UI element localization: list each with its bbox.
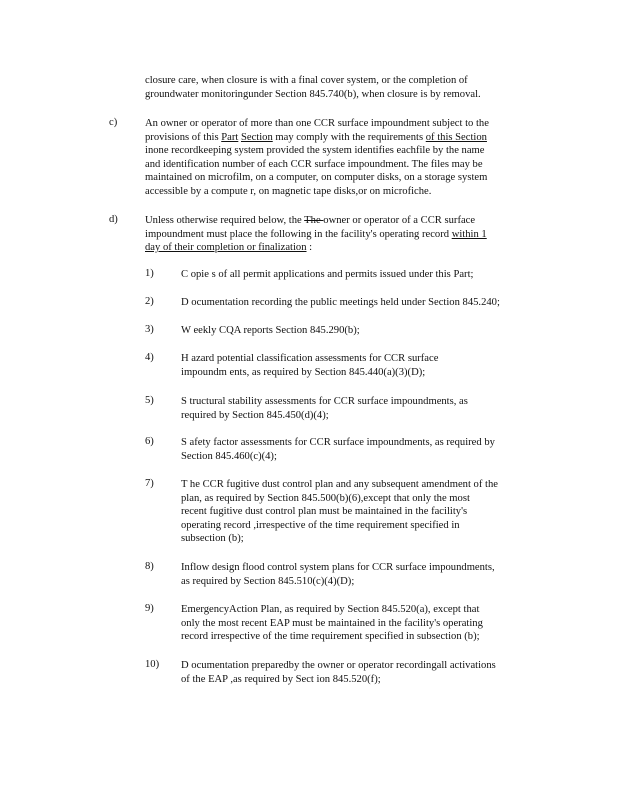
item-number: 7) [145,478,154,489]
text-line: groundwater monitoringunder Section 845.740(b), when closure is by removal. [145,88,481,100]
item-number: 10) [145,659,160,670]
text-line [145,241,537,255]
text-line: closure care, when closure is with a final cover system, or the completion of [145,75,468,86]
text-line: required by Section 845.450(d)(4); [181,409,329,421]
text-segment: impoundment must place the following in the facility's operating record [145,228,452,240]
text-line: W eekly CQA reports Section 845.290(b); [181,325,360,336]
text-line [145,214,537,228]
paragraph-d [145,214,537,255]
text-line: as required by Section 845.510(c)(4)(D); [181,575,355,587]
text-line: record irrespective of the time requirement specified in subsection (b); [181,631,480,642]
text-line: EmergencyAction Plan, as required by Section 845.520(a), except that [181,604,480,615]
inserted-text: day of their completion or finalization [145,242,307,253]
item-number: 6) [145,436,154,447]
text-line [145,131,537,145]
list-item [181,561,537,588]
text-segment: Unless otherwise required below, the [145,215,305,226]
item-number: 8) [145,561,154,572]
list-item [181,603,537,644]
list-item [181,352,537,379]
list-item [181,395,537,422]
text-line: Section 845.460(c)(4); [181,450,277,462]
inserted-text: within 1 [451,228,487,240]
text-line [145,228,537,242]
text-line: accessible by a compute r, on magnetic tape disks,or on microfiche. [145,185,432,197]
text-line: of the EAP ,as required by Sect ion 845.520(f); [181,673,381,685]
text-line: S afety factor assessments for CCR surface impoundments, as required by [181,437,495,448]
item-number: 5) [145,395,154,406]
text-line: recent fugitive dust control plan must be maintained in the facility's [181,506,468,517]
text-line: D ocumentation preparedby the owner or operator recordingall activations [181,660,496,671]
text-line: plan, as required by Section 845.500(b)(6),except that only the most [181,492,470,504]
text-segment: may comply with the requirements [272,131,426,143]
text-segment: owner or operator of a CCR surface [323,215,476,226]
text-line: H azard potential classification assessments for CCR surface [181,353,439,364]
inserted-text: Part [221,131,239,143]
text-line: D ocumentation recording the public meetings held under Section 845.240; [181,297,500,308]
text-line: T he CCR fugitive dust control plan and any subsequent amendment of the [181,479,498,490]
intro-paragraph [145,74,535,101]
text-line: Inflow design flood control system plans for CCR surface impoundments, [181,562,495,573]
text-segment: : [306,242,313,253]
text-line: maintained on microfilm, on a computer, on computer disks, on a storage system [145,172,488,183]
item-number: 2) [145,296,154,307]
text-line: An owner or operator of more than one CCR surface impoundment subject to the [145,118,489,129]
paragraph-d-label: d) [109,214,118,225]
list-item [181,268,537,282]
text-line: C opie s of all permit applications and permits issued under this Part; [181,269,474,280]
text-line: operating record ,irrespective of the time requirement specified in [181,519,460,531]
list-item [181,324,537,338]
item-number: 9) [145,603,154,614]
inserted-text: Section [240,131,273,143]
text-line: inone recordkeeping system provided the system identifies eachfile by the name [145,145,485,156]
list-item [181,478,537,546]
deleted-text: The [304,215,324,226]
text-line: subsection (b); [181,533,244,544]
list-item [181,296,537,310]
text-line: and identification number of each CCR surface impoundment. The files may be [145,158,483,170]
item-number: 1) [145,268,154,279]
inserted-text: of this Section [425,131,487,143]
item-number: 4) [145,352,154,363]
text-line: S tructural stability assessments for CCR surface impoundments, as [181,396,468,407]
list-item [181,436,537,463]
list-item [181,659,537,686]
text-line: impoundm ents, as required by Section 845.440(a)(3)(D); [181,366,426,378]
item-number: 3) [145,324,154,335]
paragraph-c [145,117,537,198]
text-segment: provisions of this [145,131,222,143]
paragraph-c-label: c) [109,117,118,128]
text-line: only the most recent EAP must be maintained in the facility's operating [181,617,483,629]
